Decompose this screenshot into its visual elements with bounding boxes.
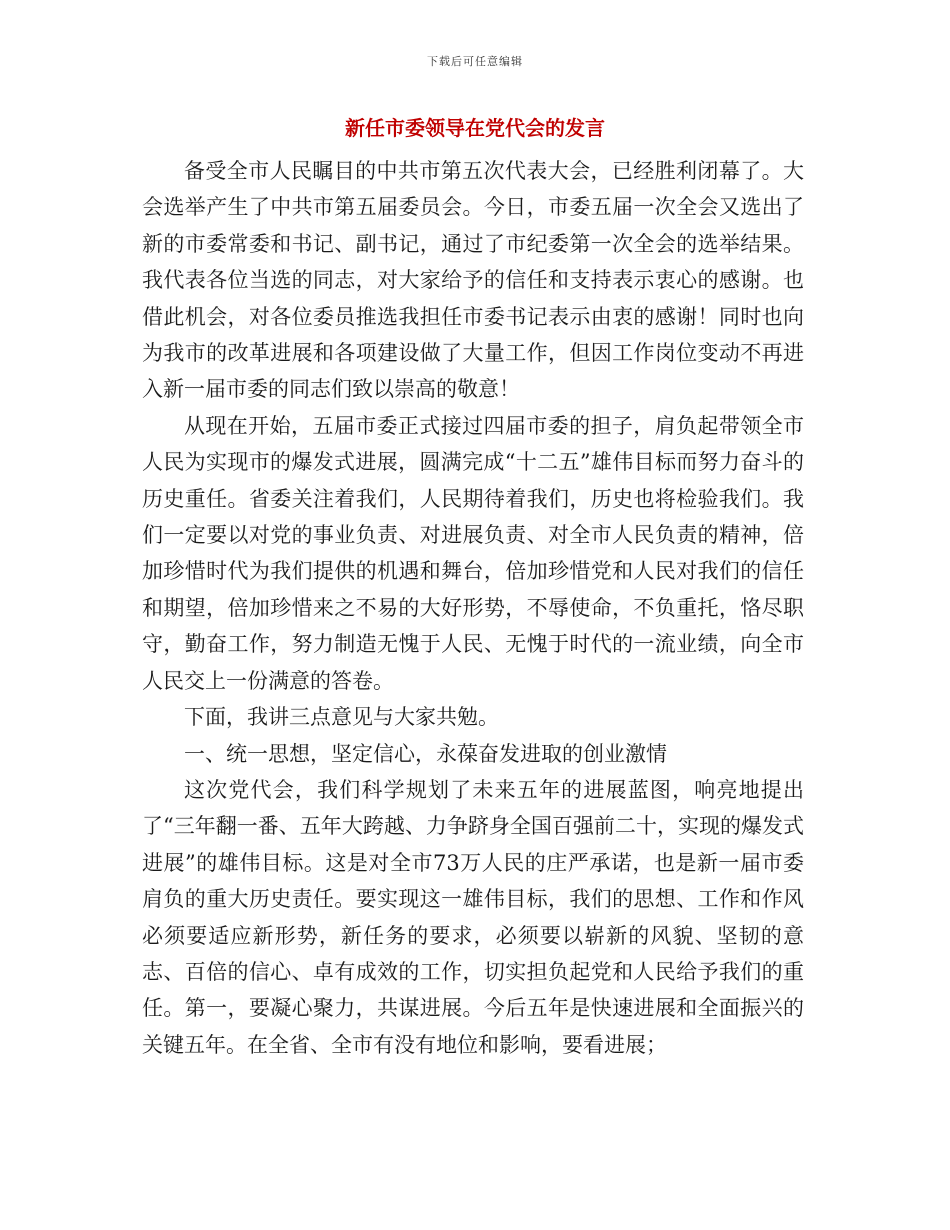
paragraph-thanks: 备受全市人民瞩目的中共市第五次代表大会，已经胜利闭幕了。大会选举产生了中共市第五届委员会。今日，市委五届一次全会又选出了新的市委常委和书记、副书记，通过了市纪委第一次全会的选举结果。我代表各位当选的同志，对大家给予的信任和支持表示衷心的感谢。也借此机会，对各位委员推选我担任市委书记表示由衷的感谢！同时也向为我市的改革进展和各项建设做了大量工作，但因工作岗位变动不再进入新一届市委的同志们致以崇高的敬意！ <box>142 159 804 402</box>
document-body <box>142 153 804 1063</box>
document-title: 新任市委领导在党代会的发言 <box>345 116 605 140</box>
section-heading-1: 一、统一思想，坚定信心，永葆奋发进取的创业激情 <box>184 741 667 766</box>
header-note: 下载后可任意编辑 <box>427 55 523 68</box>
paragraph-responsibility: 从现在开始，五届市委正式接过四届市委的担子，肩负起带领全市人民为实现市的爆发式进展，圆满完成“十二五”雄伟目标而努力奋斗的历史重任。省委关注着我们，人民期待着我们，历史也将检验我们。我们一定要以对党的事业负责、对进展负责、对全市人民负责的精神，倍加珍惜时代为我们提供的机遇和舞台，倍加珍惜党和人民对我们的信任和期望，倍加珍惜来之不易的大好形势，不辱使命，不负重托，恪尽职守，勤奋工作，努力制造无愧于人民、无愧于时代的一流业绩，向全市人民交上一份满意的答卷。 <box>142 413 804 693</box>
paragraph-section-1: 这次党代会，我们科学规划了未来五年的进展蓝图，响亮地提出了“三年翻一番、五年大跨越、力争跻身全国百强前二十，实现的爆发式进展”的雄伟目标。这是对全市73万人民的庄严承诺，也是新一届市委肩负的重大历史责任。要实现这一雄伟目标，我们的思想、工作和作风必须要适应新形势，新任务的要求，必须要以崭新的风貌、坚韧的意志、百倍的信心、卓有成效的工作，切实担负起党和人民给予我们的重任。第一，要凝心聚力，共谋进展。今后五年是快速进展和全面振兴的关键五年。在全省、全市有没有地位和影响，要看进展； <box>142 777 804 1057</box>
paragraph-intro: 下面，我讲三点意见与大家共勉。 <box>184 705 499 730</box>
